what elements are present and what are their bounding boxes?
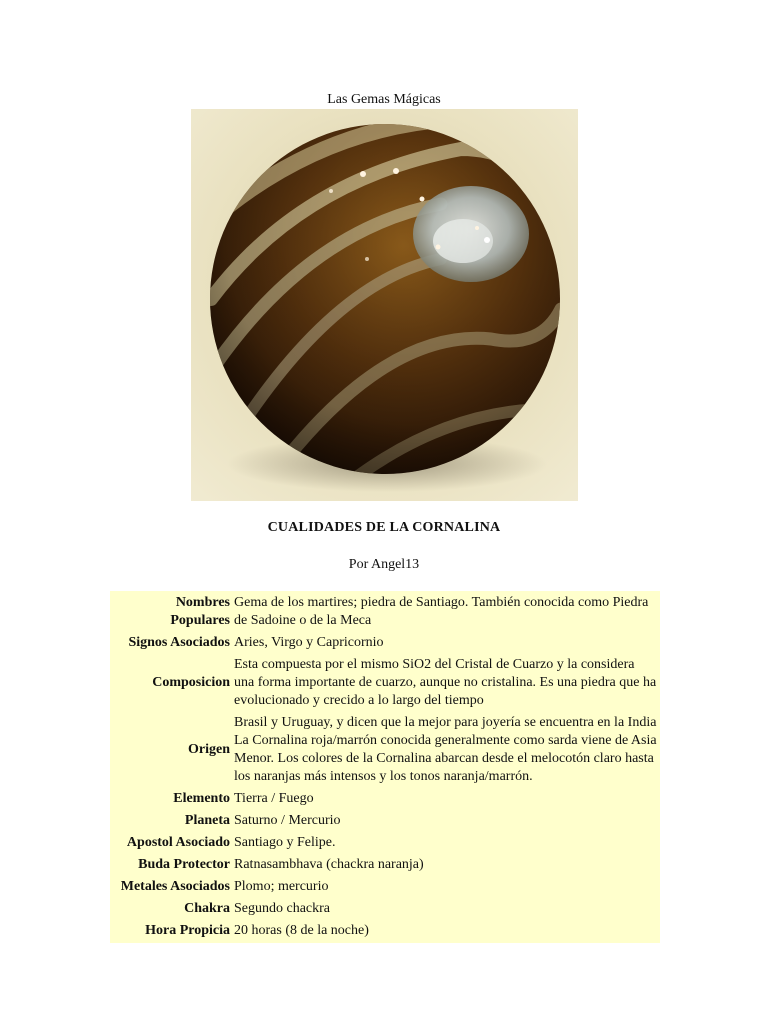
property-value: Esta compuesta por el mismo SiO2 del Cristal de Cuarzo y la considera una forma importante de cuarzo, aunque no cristalina. Es una piedra que ha evolucionado y crecido a lo largo del tiempo [234, 657, 657, 708]
table-row [112, 633, 658, 653]
document-heading: CUALIDADES DE LA CORNALINA [267, 520, 501, 535]
property-value: Brasil y Uruguay, y dicen que la mejor para joyería se encuentra en la India La Cornalina roja/marrón conocida generalmente como sarda viene de Asia Menor. Los colores de la Cornalina abarcan desde el melocotón claro hasta los naranjas más intensos y los tonos naranja/marrón. [234, 715, 657, 784]
property-name: Composicion [152, 675, 230, 690]
property-name: Chakra [184, 901, 230, 916]
property-name: Buda Protector [138, 857, 230, 872]
property-value: Santiago y Felipe. [234, 835, 336, 850]
author-byline: Por Angel13 [348, 557, 420, 572]
properties-table [110, 591, 660, 943]
table-row [112, 811, 658, 831]
table-row [112, 789, 658, 809]
property-name: Hora Propicia [145, 923, 230, 938]
property-value: Aries, Virgo y Capricornio [234, 635, 384, 650]
property-name: Apostol Asociado [126, 835, 230, 850]
property-value: Segundo chackra [234, 901, 331, 916]
property-value: Ratnasambhava (chackra naranja) [234, 857, 424, 872]
property-value: Gema de los martires; piedra de Santiago. También conocida como Piedra de Sadoine o de la Meca [234, 595, 649, 628]
property-value: 20 horas (8 de la noche) [234, 923, 369, 938]
table-row [112, 855, 658, 875]
property-name: Elemento [173, 791, 230, 806]
property-value: Tierra / Fuego [234, 791, 314, 806]
table-row [112, 877, 658, 897]
table-row [112, 921, 658, 941]
property-name: Origen [188, 742, 230, 757]
table-row [112, 899, 658, 919]
property-name: Planeta [184, 813, 230, 828]
carnelian-sphere-image [191, 109, 578, 501]
table-row [112, 833, 658, 853]
property-value: Saturno / Mercurio [234, 813, 341, 828]
property-name: Nombres Populares [170, 595, 230, 628]
property-value: Plomo; mercurio [234, 879, 329, 894]
site-title: Las Gemas Mágicas [327, 92, 441, 107]
table-row [112, 655, 658, 711]
property-name: Signos Asociados [128, 635, 230, 650]
table-row [112, 713, 658, 787]
table-row [112, 593, 658, 631]
property-name: Metales Asociados [120, 879, 230, 894]
